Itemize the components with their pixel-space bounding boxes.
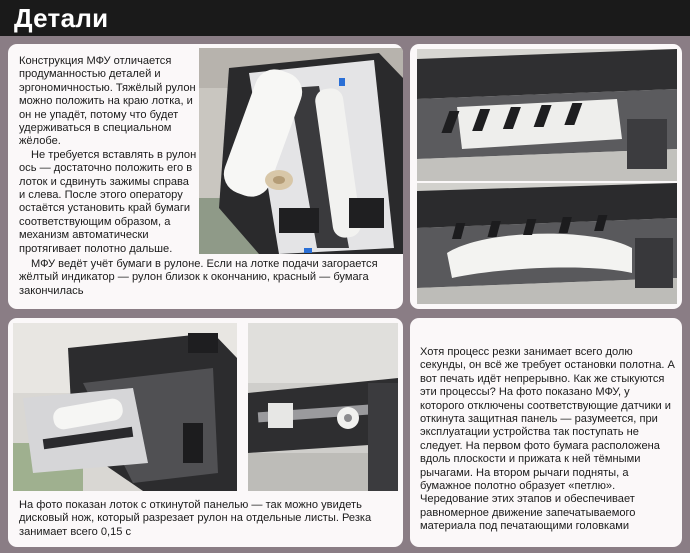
- loop-explanation-text: Хотя процесс резки занимает всего долю секунды, он всё же требует остановки полотна. А вот печать идёт непрерывно. Как же стыкуются эти процессы? На фото показано МФУ, у которого отключены соответствующие датчики и откинута защитная панель — разумеется, при эксплуатации устройства так поступать не следует. На первом фото бумага расположена вдоль плоскости и прижата к ней тёмными рычагами. На втором рычаги подняты, а бумажное полотно образует «петлю». Чередование этих этапов и обеспечивает равномерное движение запечатываемого материала под печатающими головками: [420, 346, 675, 533]
- top-right-panel: [410, 44, 682, 309]
- page-header: [0, 0, 690, 36]
- roll-loading-photo: [199, 48, 403, 254]
- intro-text-column: [19, 55, 197, 256]
- bottom-left-panel: [8, 318, 403, 547]
- intro-paragraph-3: МФУ ведёт учёт бумаги в рулоне. Если на лотке подачи загорается жёлтый индикатор — рулон близок к окончанию, красный — бумага закончилась: [19, 258, 378, 297]
- intro-paragraph-2: Не требуется вставлять в рулон ось — достаточно положить его в лоток и сдвинуть зажимы справа и слева. После этого оператору остаётся установить край бумаги соответствующим образом, а механизм автоматически протягивает полотно дальше.: [19, 148, 197, 255]
- printer-open-tray-photo: [13, 323, 237, 491]
- bottom-right-panel: [410, 318, 682, 547]
- paper-flat-photo: [417, 49, 677, 181]
- intro-paragraph-1: Конструкция МФУ отличается продуманностью деталей и эргономичностью. Тяжёлый рулон можно положить на краю лотка, и он не упадёт, потому что будет удерживаться в специальном жёлобе.: [19, 55, 196, 148]
- disc-cutter-photo: [248, 323, 398, 491]
- bottom-left-caption: На фото показан лоток с откинутой панелью — так можно увидеть дисковый нож, который разрезает рулон на отдельные листы. Резка занимает всего 0,15 с: [19, 499, 372, 538]
- paper-loop-photo: [417, 183, 677, 304]
- top-left-panel: [8, 44, 403, 309]
- page-title: Детали: [14, 3, 109, 33]
